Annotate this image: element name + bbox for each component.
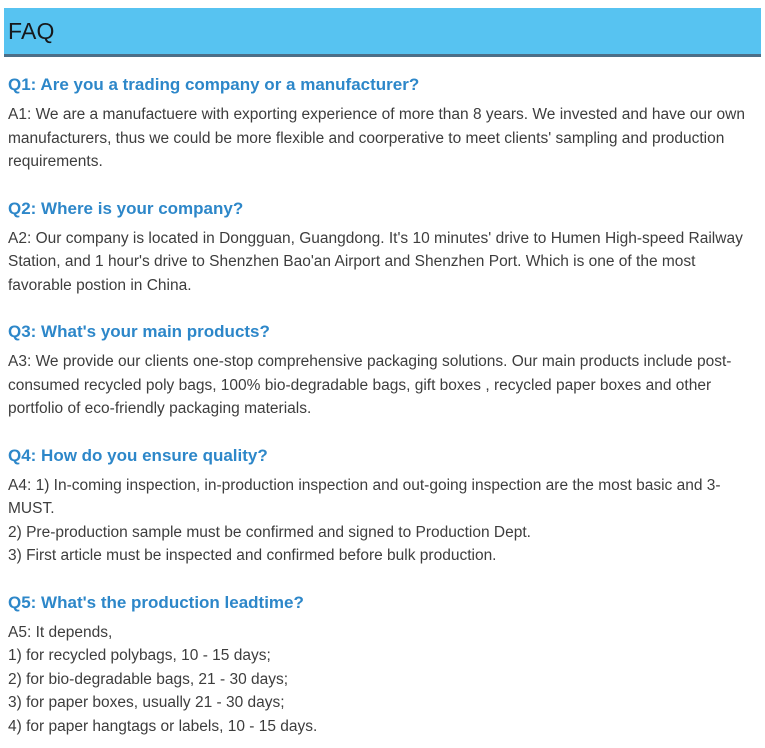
faq-answer — [8, 621, 757, 739]
faq-answer — [8, 474, 757, 568]
faq-item — [8, 75, 757, 174]
faq-answer-line: A4: 1) In-coming inspection, in-production inspection and out-going inspection are the most basic and 3-MUST. — [8, 476, 721, 517]
page-title: FAQ — [8, 18, 55, 44]
faq-answer-line: A3: We provide our clients one-stop comprehensive packaging solutions. Our main products include post-consumed recycled poly bags, 100% bio-degradable bags, gift boxes , recycled paper boxes and other portfolio of eco-friendly packaging materials. — [8, 353, 732, 417]
faq-question: Q4: How do you ensure quality? — [8, 445, 268, 465]
faq-item — [8, 322, 757, 421]
faq-answer-line: 4) for paper hangtags or labels, 10 - 15 days. — [8, 717, 318, 735]
faq-answer-line: A2: Our company is located in Dongguan, Guangdong. It's 10 minutes' drive to Humen High-speed Railway Station, and 1 hour's drive to Shenzhen Bao'an Airport and Shenzhen Port. Which is one of the most favorable postion in China. — [8, 229, 743, 294]
faq-header-bar — [4, 8, 761, 57]
faq-answer-line: A1: We are a manufactuere with exporting experience of more than 8 years. We invested and have our own manufacturers, thus we could be more flexible and coorperative to meet clients' sampling and production requirements. — [8, 106, 745, 170]
faq-question: Q2: Where is your company? — [8, 198, 244, 218]
faq-answer — [8, 227, 757, 298]
faq-page — [4, 8, 761, 738]
faq-answer-line: 2) for bio-degradable bags, 21 - 30 days; — [8, 670, 289, 688]
faq-answer-line: 3) for paper boxes, usually 21 - 30 days; — [8, 694, 285, 711]
faq-item — [8, 199, 757, 298]
faq-answer — [8, 103, 757, 174]
faq-answer-line: 1) for recycled polybags, 10 - 15 days; — [8, 647, 271, 664]
faq-list — [4, 75, 761, 738]
faq-item — [8, 446, 757, 568]
faq-question: Q3: What's your main products? — [8, 322, 270, 341]
faq-answer-line: 2) Pre-production sample must be confirmed and signed to Production Dept. — [8, 523, 531, 541]
faq-item — [8, 593, 757, 739]
faq-answer-line: A5: It depends, — [8, 623, 113, 641]
faq-answer-line: 3) First article must be inspected and confirmed before bulk production. — [8, 547, 497, 564]
faq-question: Q5: What's the production leadtime? — [8, 592, 304, 612]
faq-question: Q1: Are you a trading company or a manufacturer? — [8, 75, 420, 94]
faq-answer — [8, 350, 757, 421]
